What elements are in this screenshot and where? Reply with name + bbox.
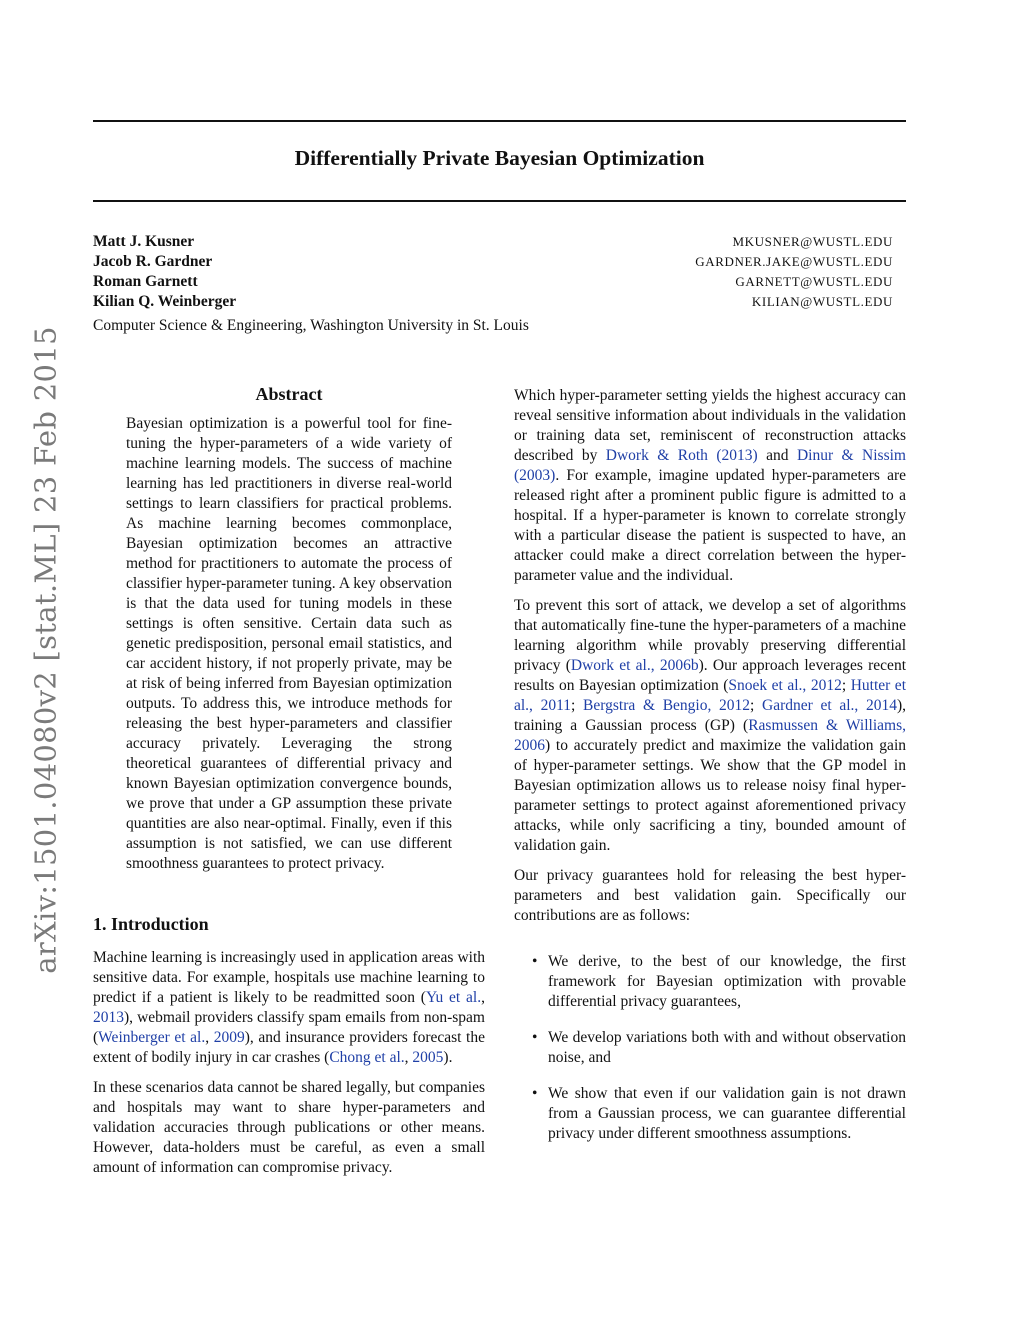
author-row [93, 273, 893, 293]
text-run: ; [571, 697, 584, 714]
text-run: ). Our approach leverages recent results on Bayesian optimization ( [514, 657, 906, 694]
citation-link[interactable]: Gardner et al., 2014 [762, 697, 897, 714]
citation-link[interactable]: Dwork et al., 2006b [570, 657, 699, 674]
bullet-icon: • [532, 1029, 538, 1046]
list-item-text: We show that even if our validation gain is not drawn from a Gaussian process, we can guarantee differential privacy under different smoothness assumptions. [548, 1085, 906, 1142]
text-run: ), and insurance providers forecast the extent of bodily injury in car crashes ( [93, 1029, 485, 1066]
citation-link[interactable]: 2009 [213, 1029, 245, 1046]
abstract [93, 384, 485, 874]
text-run: To prevent this sort of attack, we develop a set of algorithms that automatically fine-tune the hyper-parameters of a machine learning algorithm while provably preserving differential privacy ( [514, 597, 906, 674]
author-list [93, 233, 893, 313]
arxiv-stamp-text: arXiv:1501.04080v2 [stat.ML] 23 Feb 2015 [29, 326, 64, 974]
author-name: Kilian Q. Weinberger [93, 293, 237, 310]
author-row [93, 233, 893, 253]
intro-paragraph-4 [514, 596, 906, 856]
list-item-text: We develop variations both with and without observation noise, and [548, 1029, 906, 1066]
affiliation: Computer Science & Engineering, Washington University in St. Louis [93, 317, 529, 334]
section-heading-introduction: 1. Introduction [93, 914, 209, 934]
text-run: . For example, imagine updated hyper-parameters are released right after a prominent public figure is admitted to a hospital. If a hyper-parameter is known to correlate strongly with a particular disease the patient is suspected to have, an attacker could make a direct correlation between the hyper-parameter value and the individual. [514, 467, 906, 584]
text-run: ) to accurately predict and maximize the validation gain of hyper-parameter settings. We show that the GP model in Bayesian optimization allows us to release noisy final hyper-parameter settings to protect against aforementioned privacy attacks, while only sacrificing a tiny, bounded amount of validation gain. [514, 737, 906, 854]
text-run: Machine learning is increasingly used in application areas with sensitive data. For example, hospitals use machine learning to predict if a patient is likely to be readmitted soon ( [93, 949, 485, 1006]
text-run: , [205, 1029, 214, 1046]
citation-link[interactable]: Weinberger et al. [98, 1029, 206, 1046]
text-run: ), training a Gaussian process (GP) ( [514, 697, 907, 734]
text-run: ; [841, 677, 851, 694]
author-email: MKUSNER@WUSTL.EDU [732, 234, 893, 249]
text-run: ; [750, 697, 763, 714]
right-column [514, 386, 906, 1160]
citation-link[interactable]: Chong et al. [329, 1049, 405, 1066]
abstract-heading: Abstract [255, 384, 323, 404]
bullet-icon: • [532, 953, 538, 970]
citation-link[interactable]: Hutter et al., 2011 [514, 677, 906, 714]
intro-paragraph-2: In these scenarios data cannot be shared legally, but companies and hospitals may want to share hyper-parameters and validation accuracies through publications or other means. However, data-holders must be careful, as even a small amount of information can compromise privacy. [93, 1079, 485, 1176]
citation-link[interactable]: Bergstra & Bengio, 2012 [583, 697, 751, 714]
citation-link[interactable]: Dwork & Roth (2013) [605, 447, 758, 464]
author-email: GARDNER.JAKE@WUSTL.EDU [695, 254, 893, 269]
citation-link[interactable]: 2013 [93, 1009, 124, 1026]
intro-paragraph-5: Our privacy guarantees hold for releasing the best hyper-parameters and best validation gain. Specifically our contributions are as follows: [514, 867, 906, 924]
left-column [93, 380, 485, 1188]
text-run: Which hyper-parameter setting yields the highest accuracy can reveal sensitive information about individuals in the validation or training data set, reminiscent of reconstruction attacks described by [514, 387, 906, 464]
list-item [514, 1028, 906, 1068]
citation-link[interactable]: Rasmussen & Williams, 2006 [514, 717, 907, 754]
bullet-icon: • [532, 1085, 538, 1102]
citation-link[interactable]: Snoek et al., 2012 [728, 677, 842, 694]
intro-paragraph-1 [93, 948, 485, 1068]
list-item-text: We derive, to the best of our knowledge, the first framework for Bayesian optimization with provable differential privacy guarantees, [548, 953, 906, 1010]
title-rule-top [93, 120, 906, 122]
text-run: ). [443, 1049, 453, 1066]
arxiv-stamp [18, 326, 74, 974]
list-item [514, 1084, 906, 1144]
citation-link[interactable]: Yu et al. [425, 989, 482, 1006]
author-email: KILIAN@WUSTL.EDU [751, 294, 893, 309]
author-row [93, 253, 893, 273]
list-item [514, 952, 906, 1012]
citation-link[interactable]: Dinur & Nissim (2003) [514, 447, 906, 484]
author-row [93, 293, 893, 313]
text-run: and [757, 447, 797, 464]
author-name: Roman Garnett [93, 273, 198, 290]
citation-link[interactable]: 2005 [412, 1049, 444, 1066]
text-run: , [481, 989, 485, 1006]
author-name: Matt J. Kusner [93, 233, 195, 250]
intro-paragraph-3 [514, 386, 906, 586]
paper-title: Differentially Private Bayesian Optimization [294, 146, 705, 170]
author-email: GARNETT@WUSTL.EDU [735, 274, 893, 289]
contributions-list [514, 952, 906, 1144]
title-rule-bottom [93, 200, 906, 202]
text-run: , [404, 1049, 413, 1066]
abstract-text: Bayesian optimization is a powerful tool for fine-tuning the hyper-parameters of a wide variety of machine learning models. The success of machine learning has led practitioners in diverse real-world settings to learn classifiers for practical problems. As machine learning becomes commonplace, Bayesian optimization becomes an attractive method for practitioners to automate the process of classifier hyper-parameter tuning. A key observation is that the data used for tuning models in these settings is often sensitive. Certain data such as genetic predisposition, personal email statistics, and car accident history, if not properly private, may be at risk of being inferred from Bayesian optimization outputs. To address this, we introduce methods for releasing the best hyper-parameters and classifier accuracy privately. Leveraging the strong theoretical guarantees of differential privacy and known Bayesian optimization convergence bounds, we prove that under a GP assumption these private quantities are also near-optimal. Finally, even if this assumption is not satisfied, we can use different smoothness guarantees to protect privacy. [126, 415, 452, 872]
author-name: Jacob R. Gardner [93, 253, 213, 270]
text-run: ), webmail providers classify spam emails from non-spam ( [93, 1009, 485, 1046]
